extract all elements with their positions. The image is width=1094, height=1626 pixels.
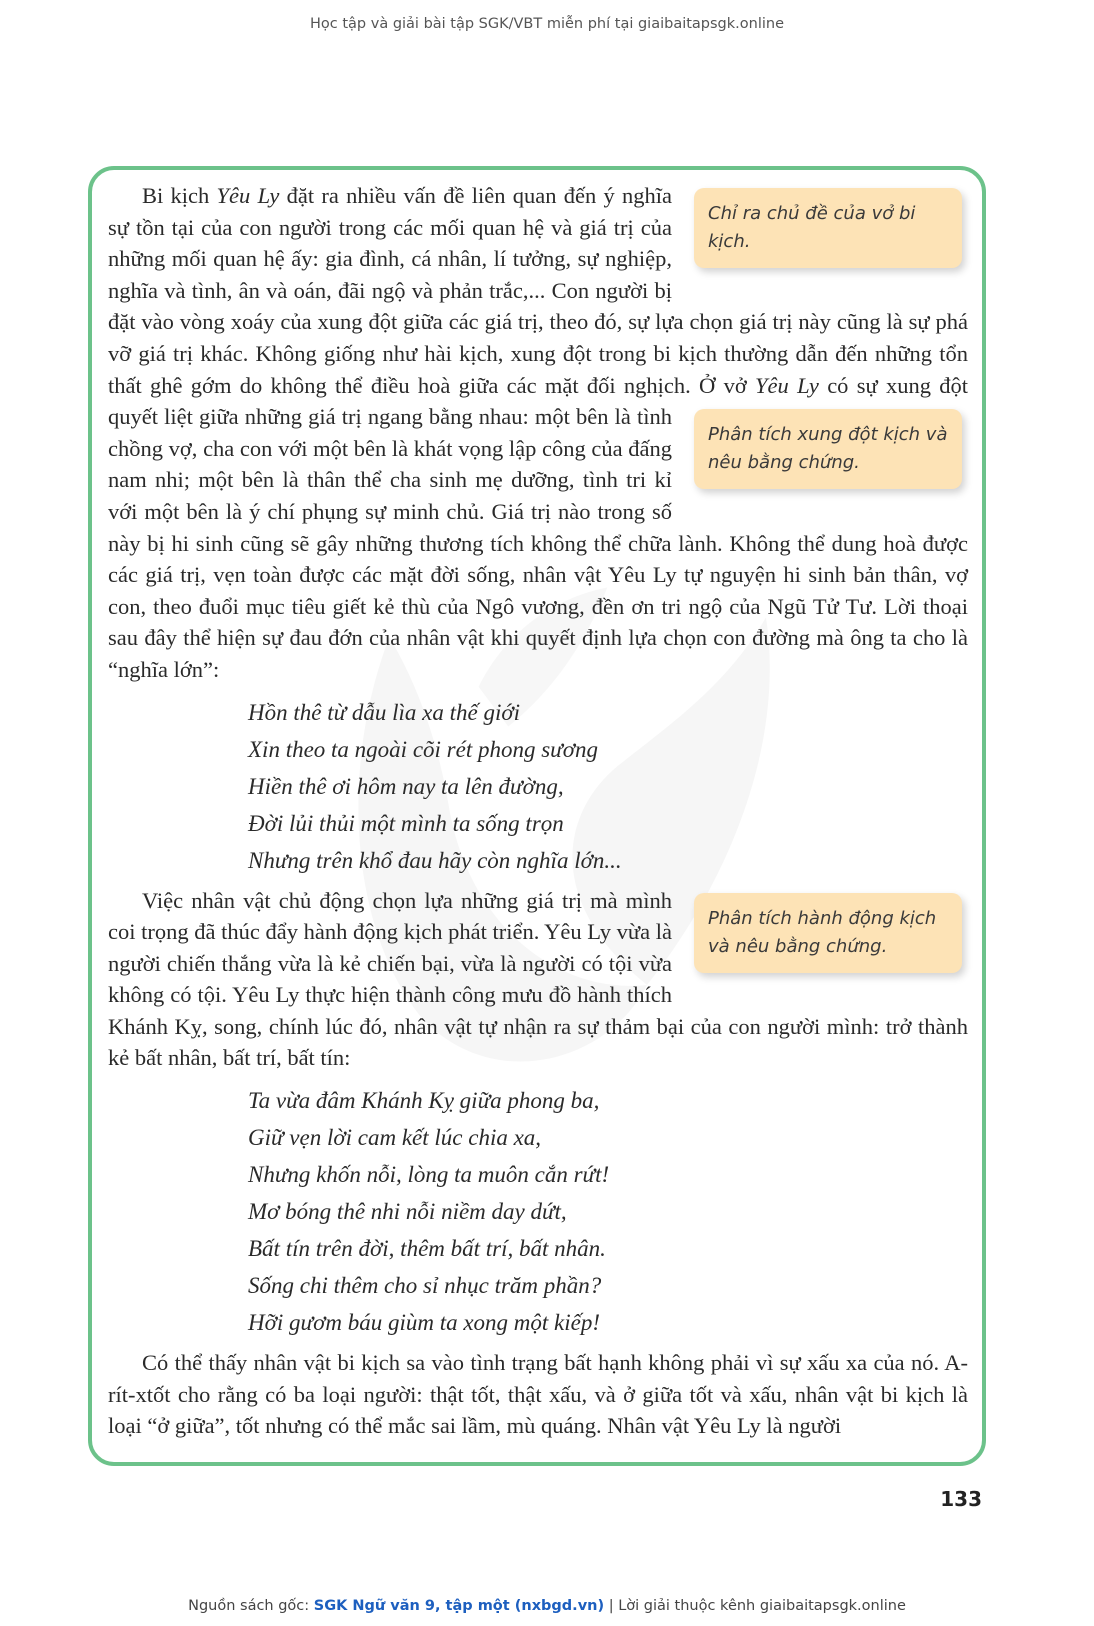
footer-suffix: | Lời giải thuộc kênh giaibaitapsgk.online xyxy=(604,1598,906,1614)
page-header: Học tập và giải bài tập SGK/VBT miễn phí tại giaibaitapsgk.online xyxy=(310,16,784,32)
paragraph-text: đặt ra nhiều vấn đề liên quan đến ý nghĩa sự tồn tại của con người trong các mối quan hệ và giá trị của những mối quan hệ ấy: gia đình, cá nhân, lí tưởng, sự nghiệp, nghĩa và tình, ân và oán, đãi ngộ và phản trắc,... Con người bị đặt vào vòng xoáy của xung đột giữa các giá trị, theo đó, sự lựa chọn giá trị này cũng là sự phá vỡ giá trị khác. Không giống như hài kịch, xung đột trong bi kịch thường dẫn đến những tổn thất ghê gớm do không thể điều hoà giữa các mặt đối nghịch. Ở vở xyxy=(108,183,968,398)
poem-line: Sống chi thêm cho sỉ nhục trăm phần? xyxy=(248,1273,602,1299)
paragraph-1 xyxy=(108,180,968,686)
work-title: Yêu Ly xyxy=(755,372,819,398)
poem-excerpt-1 xyxy=(248,694,968,879)
poem-line: Đời lủi thủi một mình ta sống trọn xyxy=(248,810,564,836)
poem-line: Mơ bóng thê nhi nỗi niềm day dứt, xyxy=(248,1199,567,1225)
page-number: 133 xyxy=(940,1487,982,1511)
poem-excerpt-2 xyxy=(248,1082,968,1341)
poem-line: Hỡi gươm báu giùm ta xong một kiếp! xyxy=(248,1310,601,1336)
text-content xyxy=(108,180,968,1442)
work-title: Yêu Ly xyxy=(216,183,280,208)
poem-line: Ta vừa đâm Khánh Kỵ giữa phong ba, xyxy=(248,1088,600,1114)
paragraph-text: Việc nhân vật chủ động chọn lựa những giá trị mà mình coi trọng đã thúc đẩy hành động kịch phát triển. Yêu Ly vừa là người chiến thắng vừa là kẻ chiến bại, vừa là người có tội vừa không có tội. Yêu Ly thực hiện thành công mưu đồ hành thích Khánh Kỵ, song, chính lúc đó, nhân vật tự nhận ra sự thảm bại của con người mình: trở thành kẻ bất nhân, bất trí, bất tín: xyxy=(108,887,968,1071)
sidenote-conflict: Phân tích xung đột kịch và nêu bằng chứng. xyxy=(694,409,962,489)
paragraph-text: Bi kịch xyxy=(142,183,217,208)
poem-line: Giữ vẹn lời cam kết lúc chia xa, xyxy=(248,1125,542,1151)
sidenote-action: Phân tích hành động kịch và nêu bằng chứng. xyxy=(694,893,962,973)
footer-prefix: Nguồn sách gốc: xyxy=(188,1598,314,1614)
poem-line: Bất tín trên đời, thêm bất trí, bất nhân. xyxy=(248,1236,606,1262)
poem-line: Nhưng khốn nỗi, lòng ta muôn cắn rứt! xyxy=(248,1162,610,1188)
sidenote-theme: Chỉ ra chủ đề của vở bi kịch. xyxy=(694,188,962,268)
page-footer xyxy=(0,1598,1094,1614)
poem-line: Xin theo ta ngoài cõi rét phong sương xyxy=(248,736,598,762)
poem-line: Hiền thê ơi hôm nay ta lên đường, xyxy=(248,773,564,799)
paragraph-2 xyxy=(108,885,968,1075)
paragraph-3: Có thể thấy nhân vật bi kịch sa vào tình trạng bất hạnh không phải vì sự xấu xa của nó. A-rít-xtốt cho rằng có ba loại người: thật tốt, thật xấu, và ở giữa tốt và xấu, nhân vật bi kịch là loại “ở giữa”, tốt nhưng có thể mắc sai lầm, mù quáng. Nhân vật Yêu Ly là người xyxy=(108,1350,968,1439)
paragraph-text: có sự xung đột quyết liệt giữa những giá trị ngang bằng nhau: một bên là tình chồng vợ, cha con với một bên là khát vọng lập công của đấng nam nhi; một bên là thân thể cha sinh mẹ dưỡng, tình tri kỉ với một bên là ý chí phụng sự minh chủ. Giá trị nào trong số này bị hi sinh cũng sẽ gây những thương tích không thể chữa lành. Không thể dung hoà được các giá trị, vẹn toàn được các mặt đời sống, nhân vật Yêu Ly tự nguyện hi sinh bản thân, vợ con, theo đuổi mục tiêu giết kẻ thù của Ngô vương, đền ơn tri ngộ của Ngũ Tử Tư. Lời thoại sau đây thể hiện sự đau đớn của nhân vật khi quyết định lựa chọn con đường mà ông ta cho là “nghĩa lớn”: xyxy=(108,372,968,682)
source-link[interactable]: SGK Ngữ văn 9, tập một (nxbgd.vn) xyxy=(313,1598,605,1614)
poem-line: Nhưng trên khổ đau hãy còn nghĩa lớn... xyxy=(248,847,622,873)
poem-line: Hồn thê từ dẫu lìa xa thế giới xyxy=(248,699,521,725)
